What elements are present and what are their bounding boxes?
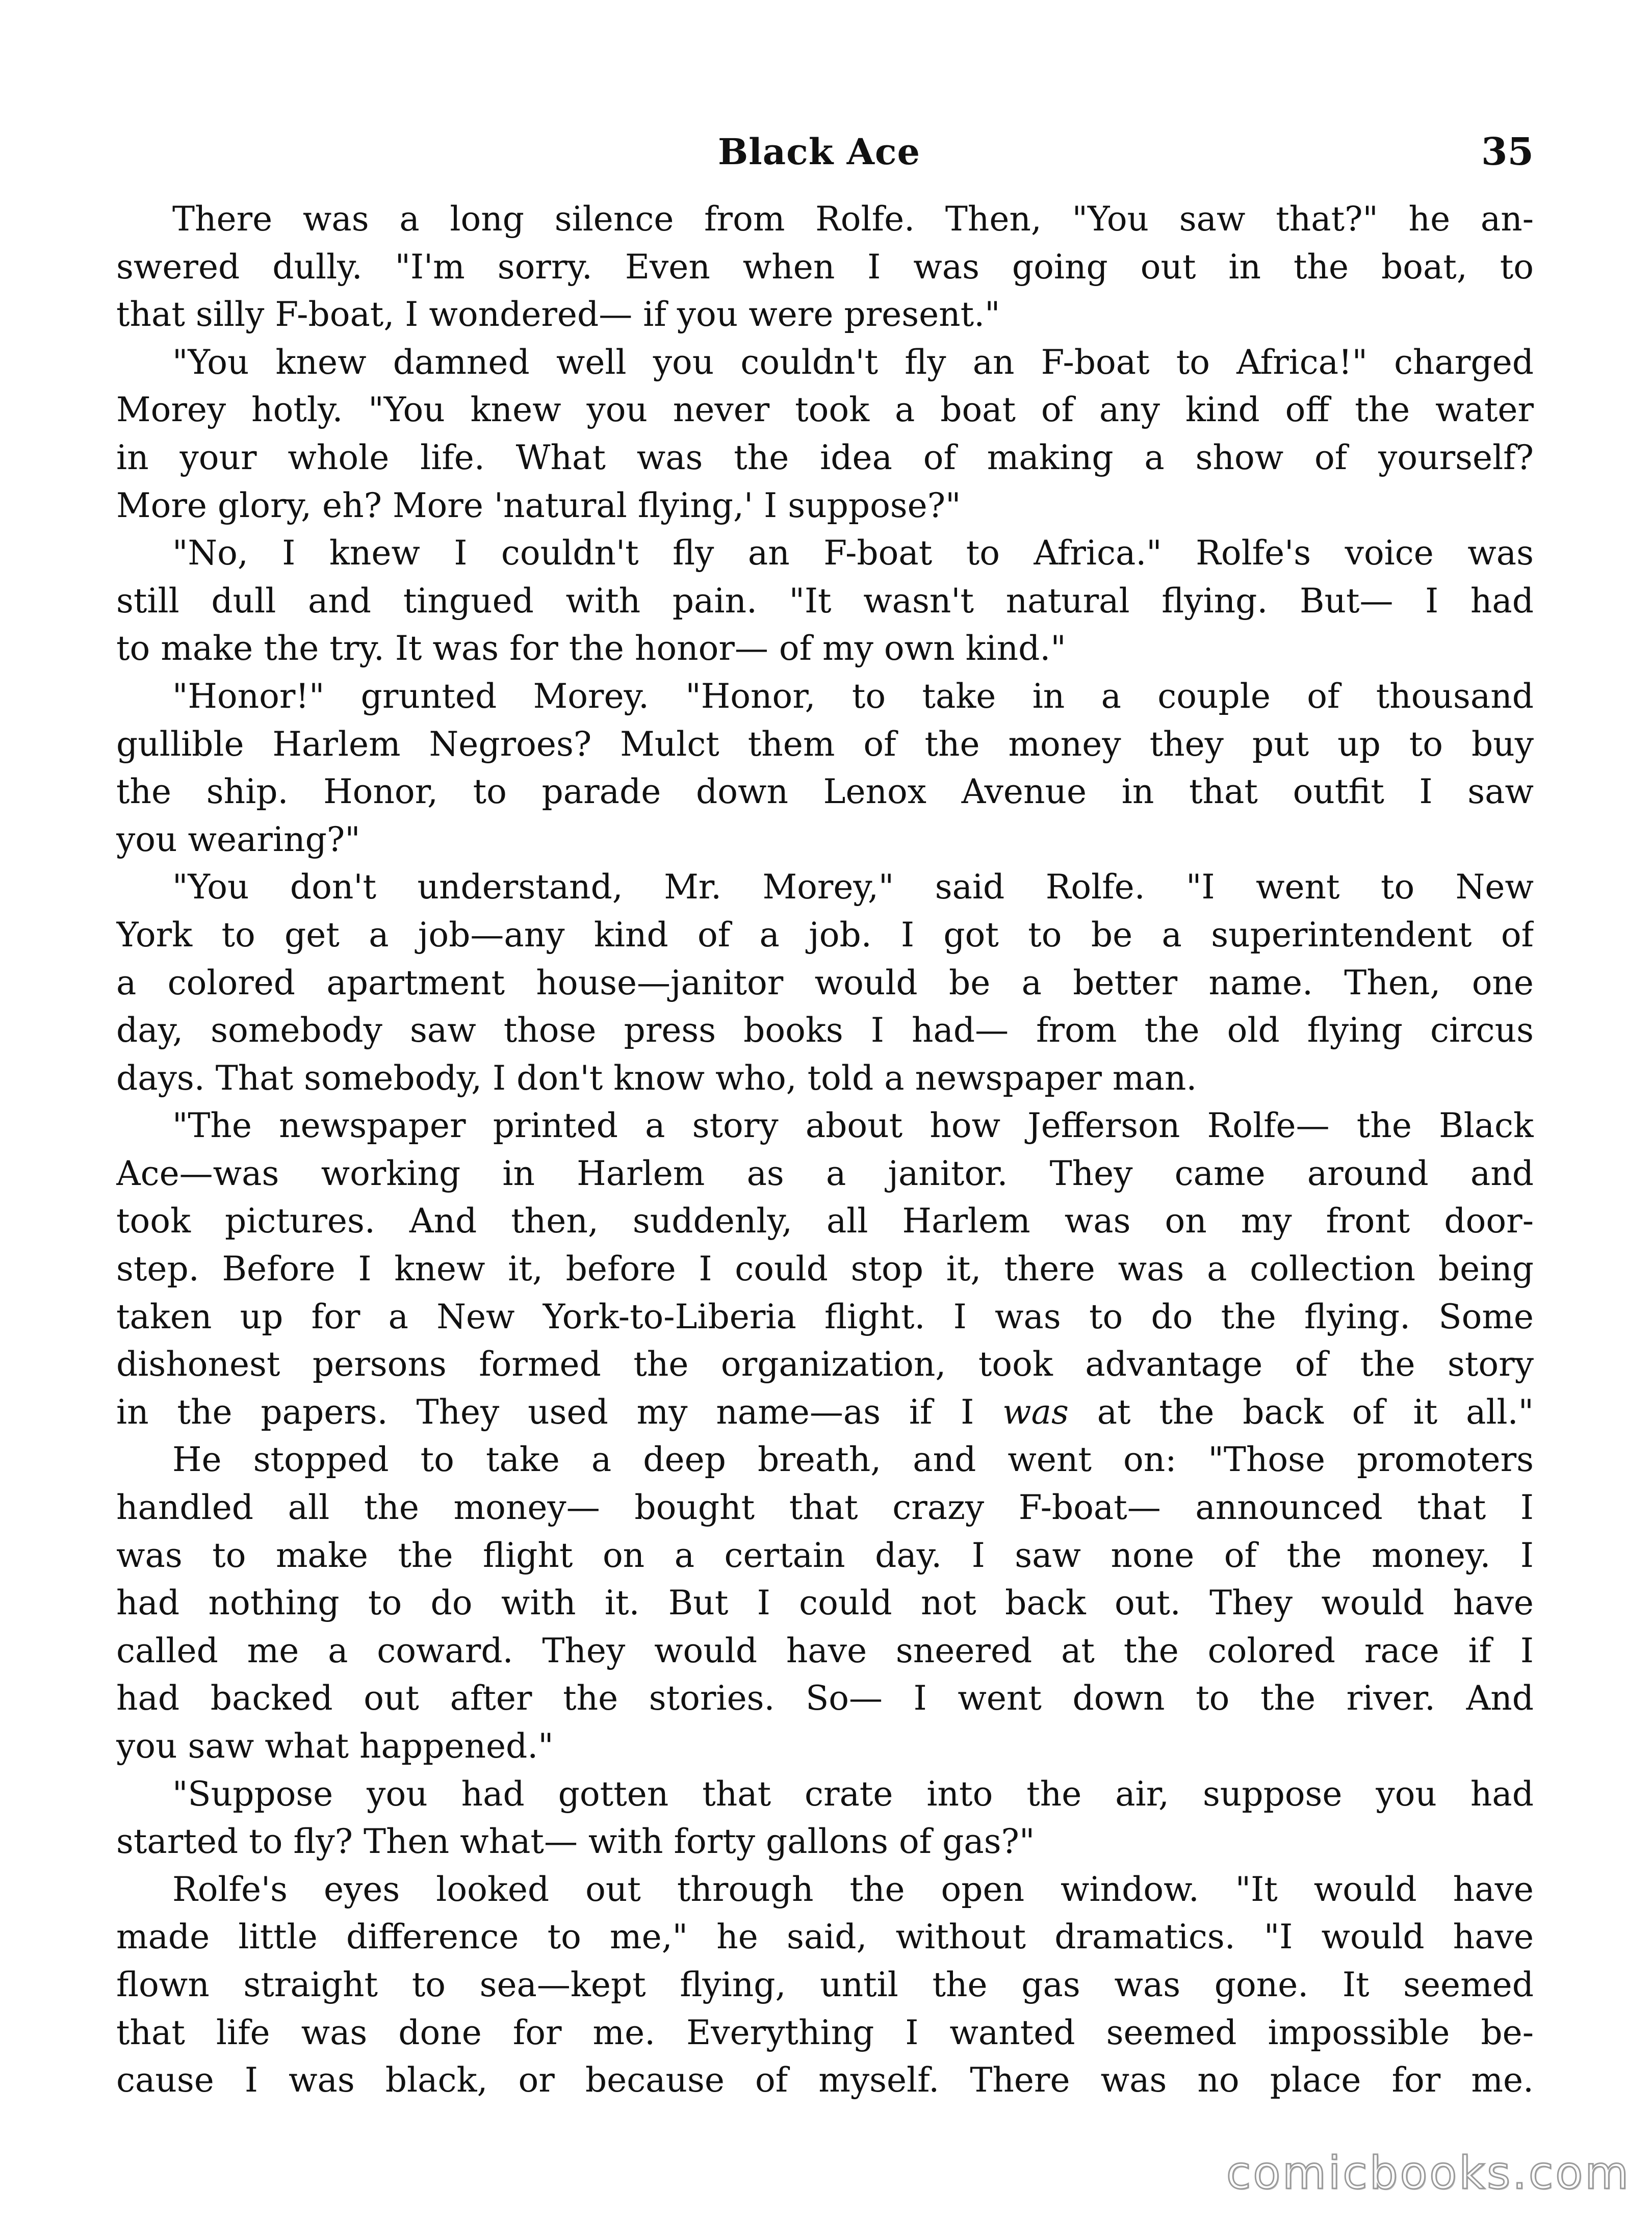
text-line: He stopped to take a deep breath, and went on: "Those promoters — [172, 1440, 1534, 1480]
italic-word: was — [1002, 1392, 1069, 1432]
text-line: swered dully. "I'm sorry. Even when I was going out in the boat, to — [116, 247, 1534, 287]
body-text — [116, 195, 1534, 2104]
text-line: the ship. Honor, to parade down Lenox Avenue in that outfit I saw — [116, 772, 1534, 812]
text-line: Rolfe's eyes looked out through the open window. "It would have — [172, 1869, 1534, 1909]
text-line: "You don't understand, Mr. Morey," said Rolfe. "I went to New — [172, 867, 1534, 907]
text-line: York to get a job—any kind of a job. I got to be a superintendent of — [116, 915, 1534, 955]
text-line: handled all the money— bought that crazy F-boat— announced that I — [116, 1488, 1534, 1528]
text-line: flown straight to sea—kept flying, until the gas was gone. It seemed — [116, 1965, 1534, 2004]
text-line: More glory, eh? More 'natural flying,' I suppose?" — [116, 485, 961, 525]
text-line: started to fly? Then what— with forty gallons of gas?" — [116, 1822, 1035, 1862]
running-title: Black Ace — [718, 131, 921, 173]
text-line: that silly F-boat, I wondered— if you were present." — [116, 295, 1000, 334]
text-line: step. Before I knew it, before I could stop it, there was a collection being — [116, 1249, 1534, 1289]
text-line: Morey hotly. "You knew you never took a boat of any kind off the water — [116, 390, 1534, 430]
text-line: still dull and tingued with pain. "It wasn't natural flying. But— I had — [116, 581, 1534, 621]
text-line: made little difference to me," he said, without dramatics. "I would have — [116, 1917, 1534, 1957]
text-line: that life was done for me. Everything I wanted seemed impossible be- — [116, 2013, 1534, 2052]
text-line: days. That somebody, I don't know who, told a newspaper man. — [116, 1058, 1197, 1098]
text-line: to make the try. It was for the honor— of my own kind." — [116, 629, 1066, 668]
text-line: you wearing?" — [116, 819, 360, 859]
text-fragment: at the back of it all." — [1068, 1392, 1534, 1432]
text-line: had nothing to do with it. But I could not back out. They would have — [116, 1583, 1534, 1623]
text-line: Ace—was working in Harlem as a janitor. They came around and — [116, 1153, 1534, 1193]
text-line: "You knew damned well you couldn't fly an F-boat to Africa!" charged — [172, 342, 1534, 382]
text-line: a colored apartment house—janitor would be a better name. Then, one — [116, 963, 1534, 1002]
text-fragment: in the papers. They used my name—as if I — [116, 1392, 1003, 1432]
page-number: 35 — [1481, 130, 1534, 174]
text-line: "Honor!" grunted Morey. "Honor, to take in a couple of thousand — [172, 676, 1534, 716]
text-line: There was a long silence from Rolfe. Then, "You saw that?" he an- — [172, 199, 1534, 239]
text-line: gullible Harlem Negroes? Mulct them of the money they put up to buy — [116, 724, 1534, 764]
watermark-logo: comicbooks.com — [1226, 2147, 1631, 2199]
page-header — [116, 126, 1534, 177]
text-line: day, somebody saw those press books I had— from the old flying circus — [116, 1011, 1534, 1050]
text-line: was to make the flight on a certain day. I saw none of the money. I — [116, 1535, 1534, 1575]
text-line: you saw what happened." — [116, 1726, 554, 1766]
text-line: had backed out after the stories. So— I went down to the river. And — [116, 1679, 1534, 1718]
text-line-with-italic — [116, 1388, 1534, 1436]
text-line: taken up for a New York-to-Liberia flight. I was to do the flying. Some — [116, 1297, 1534, 1336]
text-line: dishonest persons formed the organization, took advantage of the story — [116, 1345, 1534, 1384]
text-line: "Suppose you had gotten that crate into the air, suppose you had — [172, 1774, 1534, 1814]
text-line: took pictures. And then, suddenly, all Harlem was on my front door- — [116, 1201, 1534, 1241]
text-line: cause I was black, or because of myself. There was no place for me. — [116, 2060, 1534, 2100]
text-line: in your whole life. What was the idea of making a show of yourself? — [116, 437, 1534, 477]
text-line: "No, I knew I couldn't fly an F-boat to Africa." Rolfe's voice was — [172, 533, 1534, 573]
text-line: "The newspaper printed a story about how Jefferson Rolfe— the Black — [172, 1106, 1534, 1146]
text-line: called me a coward. They would have sneered at the colored race if I — [116, 1631, 1534, 1670]
